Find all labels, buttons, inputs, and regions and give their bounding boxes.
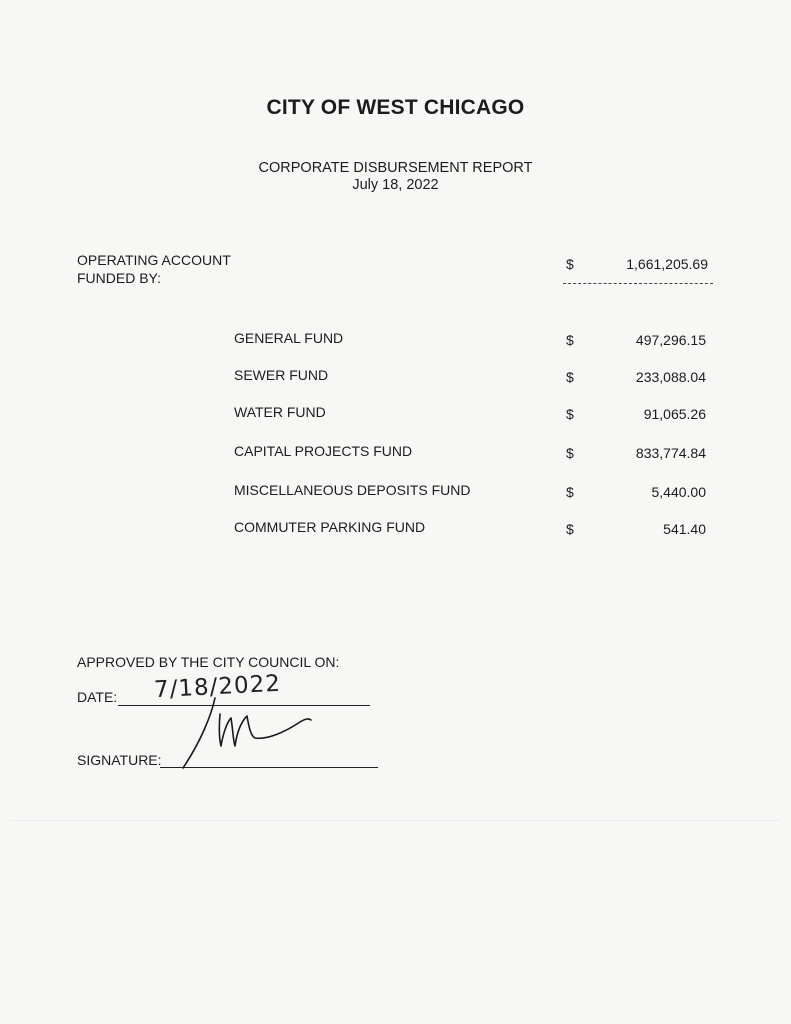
page-title: CITY OF WEST CHICAGO: [266, 96, 525, 119]
funded-by-label: FUNDED BY:: [77, 270, 162, 286]
fund-name: MISCELLANEOUS DEPOSITS FUND: [234, 482, 471, 498]
fund-currency: $: [566, 406, 574, 422]
fund-amount: 541.40: [663, 521, 706, 537]
fund-currency: $: [566, 369, 574, 385]
fund-name: GENERAL FUND: [234, 330, 344, 346]
date-label: DATE:: [77, 689, 118, 705]
fund-currency: $: [566, 521, 574, 537]
fund-name: COMMUTER PARKING FUND: [234, 519, 426, 535]
fund-amount: 833,774.84: [635, 445, 706, 461]
fund-amount: 91,065.26: [643, 406, 706, 422]
operating-currency: $: [566, 256, 574, 272]
fund-amount: 5,440.00: [651, 484, 706, 500]
fund-currency: $: [566, 484, 574, 500]
fund-name: CAPITAL PROJECTS FUND: [234, 443, 413, 459]
report-date: July 18, 2022: [352, 177, 439, 193]
operating-account-label: OPERATING ACCOUNT: [77, 252, 231, 268]
fund-amount: 497,296.15: [635, 332, 706, 348]
operating-amount: 1,661,205.69: [626, 256, 708, 272]
handwritten-signature: [175, 696, 335, 776]
total-divider: [563, 283, 713, 284]
fund-name: WATER FUND: [234, 404, 326, 420]
handwritten-date: 7/18/2022: [153, 670, 282, 704]
fund-currency: $: [566, 445, 574, 461]
signature-label: SIGNATURE:: [77, 752, 162, 768]
approval-heading: APPROVED BY THE CITY COUNCIL ON:: [77, 654, 340, 670]
report-name: CORPORATE DISBURSEMENT REPORT: [258, 160, 533, 176]
page-divider: [10, 820, 781, 821]
fund-currency: $: [566, 332, 574, 348]
fund-amount: 233,088.04: [635, 369, 706, 385]
fund-name: SEWER FUND: [234, 367, 329, 383]
